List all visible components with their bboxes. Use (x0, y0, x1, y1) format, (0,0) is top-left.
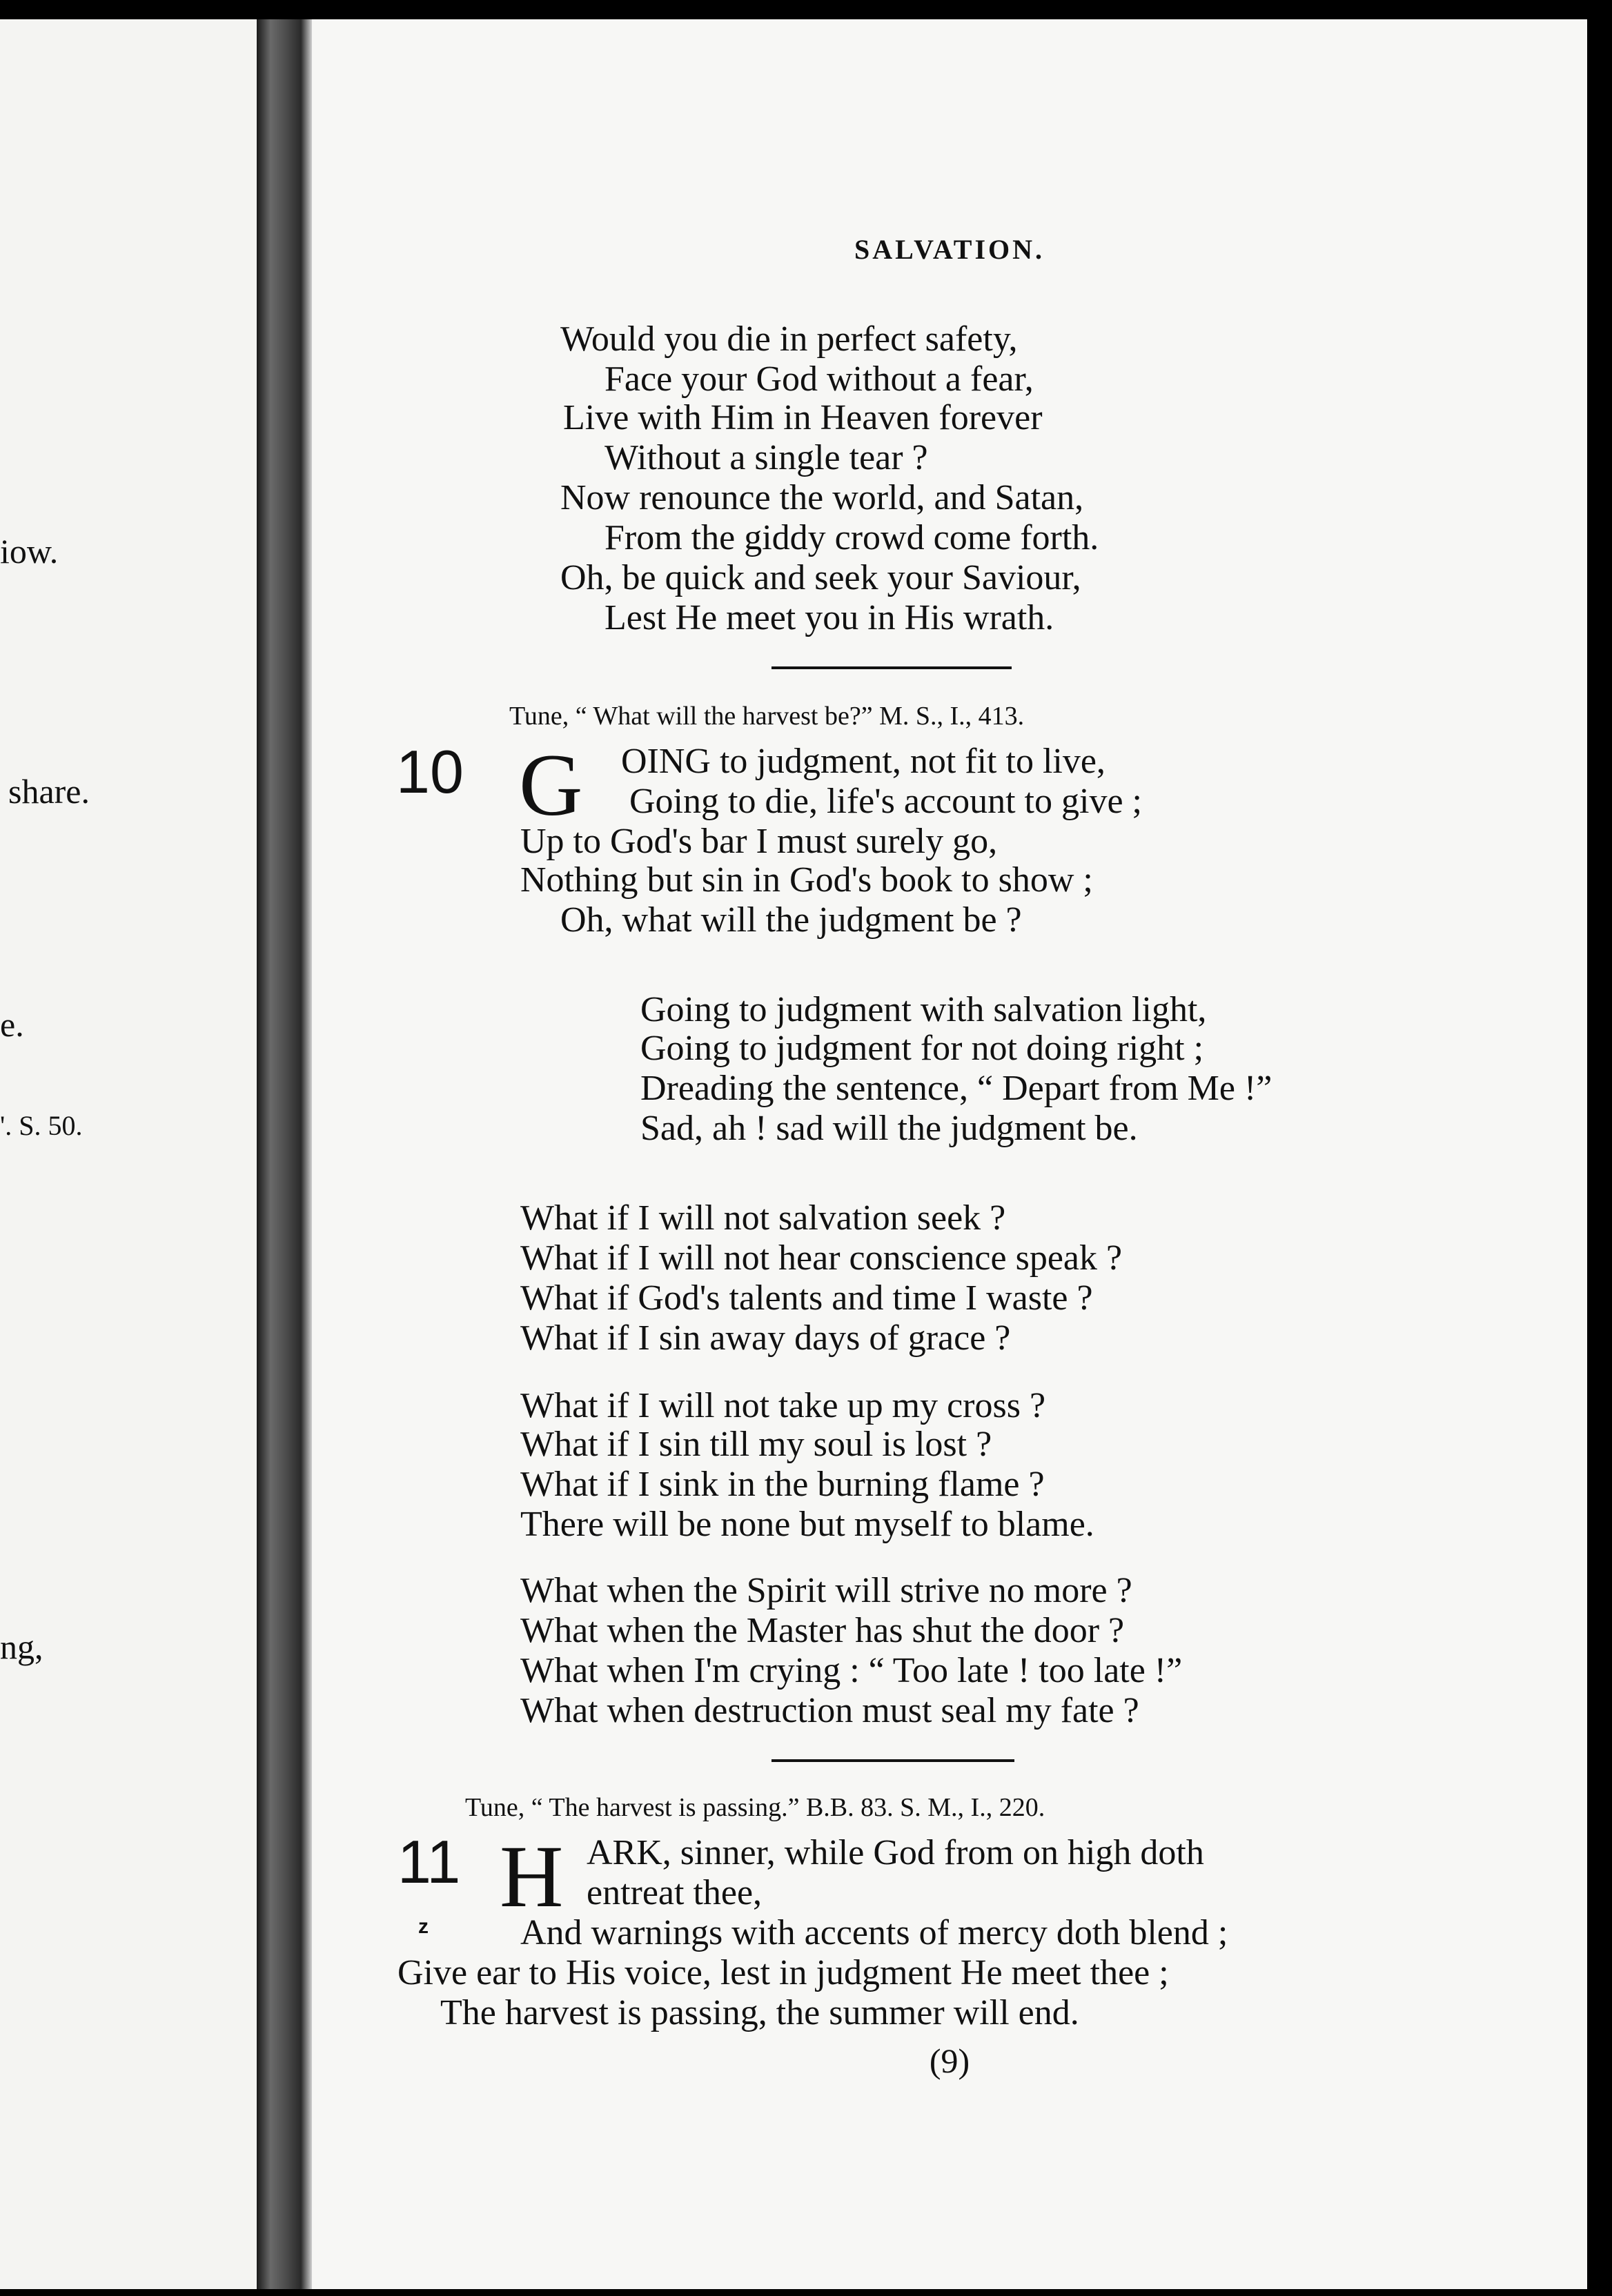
verse-line: Lest He meet you in His wrath. (604, 598, 1054, 637)
chorus-line: Going to judgment with salvation light, (640, 990, 1207, 1029)
verse-line: Face your God without a fear, (604, 359, 1034, 399)
chorus-line: Dreading the sentence, “ Depart from Me !” (640, 1069, 1272, 1108)
scan-edge (1587, 0, 1612, 2296)
verse-line: Up to God's bar I must surely go, (520, 822, 998, 861)
verse-line: What when the Spirit will strive no more ? (520, 1571, 1132, 1610)
hymn-number: 10 (396, 738, 464, 806)
verse-line: And warnings with accents of mercy doth blend ; (520, 1913, 1228, 1952)
verse-line: Oh, what will the judgment be ? (560, 900, 1022, 940)
verse-line: Oh, be quick and seek your Saviour, (560, 558, 1081, 597)
verse-line: Now renounce the world, and Satan, (560, 478, 1084, 517)
left-fragment: iow. (0, 532, 59, 571)
left-fragment: share. (8, 772, 90, 811)
verse-line: From the giddy crowd come forth. (604, 518, 1099, 557)
verse-line: What if I sin till my soul is lost ? (520, 1425, 992, 1464)
left-fragment: e. (0, 1005, 24, 1044)
page-number: (9) (929, 2041, 970, 2080)
verse-line: What when the Master has shut the door ? (520, 1611, 1125, 1650)
verse-line: Going to die, life's account to give ; (629, 782, 1142, 821)
section-rule (771, 666, 1012, 669)
page-header: SALVATION. (854, 234, 1045, 265)
verse-line: ARK, sinner, while God from on high doth (587, 1833, 1204, 1872)
drop-cap: H (500, 1828, 564, 1926)
hymn-number: 11 (397, 1828, 461, 1896)
verse-line: There will be none but myself to blame. (520, 1505, 1094, 1544)
left-fragment: ng, (0, 1627, 43, 1666)
verse-line: What if I will not hear conscience speak ? (520, 1238, 1123, 1278)
verse-line: Give ear to His voice, lest in judgment He meet thee ; (397, 1953, 1169, 1992)
verse-line: What if I sink in the burning flame ? (520, 1465, 1045, 1504)
verse-line: What if I sin away days of grace ? (520, 1318, 1011, 1358)
verse-line: What when destruction must seal my fate ? (520, 1691, 1139, 1730)
verse-line: Without a single tear ? (604, 438, 928, 477)
verse-line: Live with Him in Heaven forever (563, 398, 1043, 437)
drop-cap: G (519, 736, 583, 834)
tune-line: Tune, “ The harvest is passing.” B.B. 83. S. M., I., 220. (465, 1793, 1045, 1822)
tune-line: Tune, “ What will the harvest be?” M. S., I., 413. (509, 702, 1025, 731)
book-gutter (257, 19, 312, 2289)
verse-line: The harvest is passing, the summer will end. (440, 1993, 1079, 2032)
right-page (312, 19, 1587, 2289)
left-page (0, 19, 258, 2289)
section-rule (771, 1759, 1014, 1762)
verse-line: What when I'm crying : “ Too late ! too late !” (520, 1651, 1183, 1690)
verse-line: Would you die in perfect safety, (560, 319, 1018, 359)
verse-line: What if I will not salvation seek ? (520, 1198, 1006, 1238)
chorus-line: Going to judgment for not doing right ; (640, 1029, 1204, 1068)
margin-mark: z (418, 1915, 429, 1938)
left-fragment: '. S. 50. (0, 1110, 83, 1141)
chorus-line: Sad, ah ! sad will the judgment be. (640, 1109, 1138, 1148)
verse-line: What if God's talents and time I waste ? (520, 1278, 1093, 1318)
verse-line: What if I will not take up my cross ? (520, 1386, 1046, 1425)
verse-line: entreat thee, (587, 1873, 763, 1912)
verse-line: OING to judgment, not fit to live, (621, 742, 1105, 781)
verse-line: Nothing but sin in God's book to show ; (520, 860, 1093, 900)
